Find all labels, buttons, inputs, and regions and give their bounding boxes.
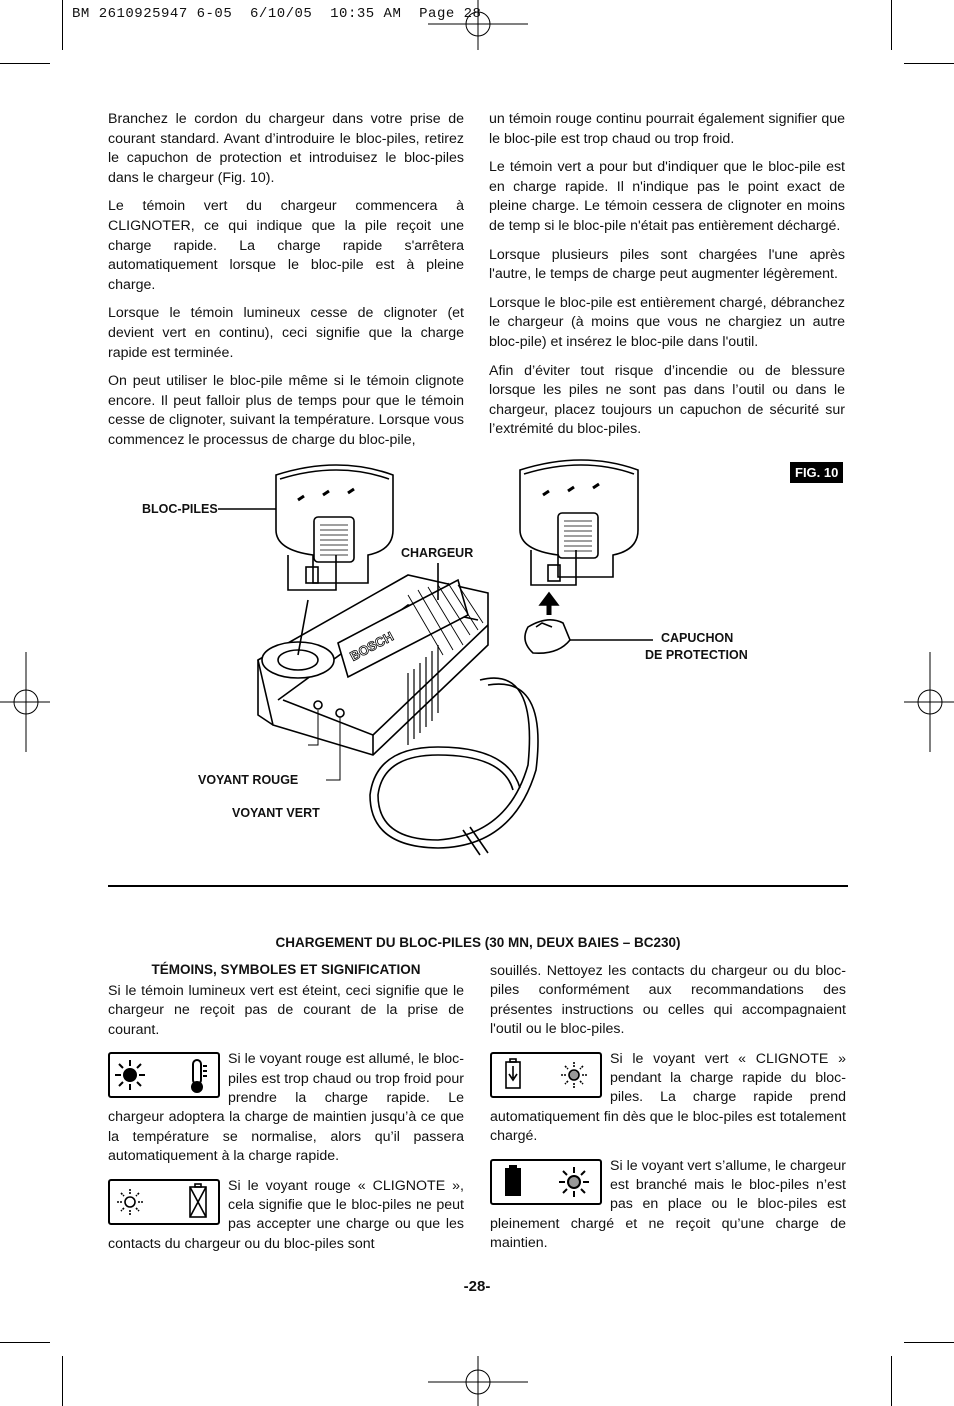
label-bloc-piles: BLOC-PILES — [142, 502, 218, 516]
crop-mark — [62, 0, 63, 50]
crop-mark — [904, 63, 954, 64]
blinking-sun-battery-x-icon — [108, 1179, 220, 1225]
crop-mark — [62, 1356, 63, 1406]
subsection-title: TÉMOINS, SYMBOLES ET SIGNIFICATION — [151, 962, 421, 977]
section-divider — [108, 885, 848, 887]
label-voyant-vert: VOYANT VERT — [232, 806, 320, 820]
crop-mark — [0, 63, 50, 64]
paragraph: On peut utiliser le bloc-pile même si le témoin clignote encore. Il peut falloir plus de temps pour que le témoin cesse de clignoter, suivant la température. Lorsque vous commencez le processus de charge du bloc-pile, — [108, 373, 464, 448]
paragraph: un témoin rouge continu pourrait également signifier que le bloc-pile est trop chaud ou trop froid. — [489, 111, 845, 147]
label-chargeur: CHARGEUR — [401, 546, 474, 560]
battery-full-sun-icon — [490, 1159, 602, 1205]
indicator-entry: Si le voyant rouge « CLIGNOTE », cela signifie que le bloc-piles ne peut pas accepter une charge ou que les contacts du chargeur ou du bloc-piles sont — [108, 1177, 464, 1252]
label-capuchon: CAPUCHON — [661, 631, 734, 645]
paragraph: Branchez le cordon du chargeur dans votre prise de courant standard. Avant d’introduire le bloc-piles, retirez le capuchon de protection et introduisez le bloc-piles dans le chargeur (Fig. 10). — [108, 111, 464, 186]
crop-mark — [891, 0, 892, 50]
indicator-column-right — [490, 962, 846, 1262]
sun-thermometer-icon — [108, 1052, 220, 1098]
registration-mark — [904, 652, 954, 752]
text-column-left — [108, 110, 464, 460]
paragraph: Lorsque plusieurs piles sont chargées l'une après l'autre, le temps de charge peut augmenter légèrement. — [489, 246, 845, 283]
crop-mark — [891, 1356, 892, 1406]
crop-mark — [0, 1342, 50, 1343]
indicator-entry: Si le voyant rouge est allumé, le bloc-piles est trop chaud ou trop froid pour prendre la charge rapide. Le chargeur adoptera la charge de maintien jusqu’à ce que la température se normalise, alors qu’il passera automatiquement à la charge rapide. — [108, 1051, 464, 1165]
paragraph: Lorsque le témoin lumineux cesse de clignoter (et devient vert en continu), ceci signifie que la charge rapide est terminée. — [108, 305, 464, 361]
battery-pack-right — [520, 460, 638, 585]
text-column-right — [489, 110, 845, 449]
paragraph: Le témoin vert du chargeur commencera à CLIGNOTER, ce qui indique que la pile reçoit une charge rapide. La charge rapide s'arrêtera automatiquement lorsque le bloc-pile est à pleine charge. — [108, 198, 464, 293]
paragraph: Si le témoin lumineux vert est éteint, ceci signifie que le chargeur ne reçoit pas de courant de la prise de courant. — [108, 983, 464, 1038]
figure-tag: FIG. 10 — [790, 462, 843, 483]
registration-mark — [428, 1356, 528, 1406]
label-voyant-rouge: VOYANT ROUGE — [198, 773, 299, 787]
paragraph: souillés. Nettoyez les contacts du chargeur ou du bloc-piles conformément aux recommandations des présentes instructions ou celles qui accompagnaient l'outil ou le bloc-piles. — [490, 963, 846, 1038]
registration-mark — [0, 652, 50, 752]
crop-mark — [904, 1342, 954, 1343]
indicator-entry: Si le voyant vert « CLIGNOTE » pendant la charge rapide du bloc-piles. La charge rapide prend automatiquement fin dès que le bloc-piles est totalement chargé. — [490, 1050, 846, 1145]
page-number: -28- — [463, 1278, 491, 1295]
paragraph: Afin d’éviter tout risque d’incendie ou de blessure lorsque les piles ne sont pas dans l’outil ou dans le chargeur, placez toujours un capuchon de sécurité sur l’extrémité du bloc-piles. — [489, 362, 845, 438]
label-de-protection: DE PROTECTION — [645, 648, 748, 662]
battery-pack-left — [276, 465, 393, 590]
charger-illustration — [108, 455, 848, 875]
section-title: CHARGEMENT DU BLOC-PILES (30 MN, DEUX BAIES – BC230) — [275, 935, 681, 950]
indicator-entry: Si le voyant vert s’allume, le chargeur est branché mais le bloc-piles n’est pas en place ou le bloc-piles est pleinement chargé et ne reçoit qu’une charge de maintien. — [490, 1157, 846, 1252]
battery-charging-blink-icon — [490, 1052, 602, 1098]
brand-logo: BOSCH — [347, 628, 396, 664]
paragraph: Le témoin vert a pour but d'indiquer que le bloc-pile est en charge rapide. Il n'indique pas le point exact de pleine charge. Le témoin cessera de clignoter en moins de temp si le bloc-pile n'était pas entièrement déchargé. — [489, 159, 845, 234]
print-header: BM 2610925947 6-05 6/10/05 10:35 AM Page 28 — [72, 6, 482, 22]
paragraph: Lorsque le bloc-pile est entièrement chargé, débranchez le chargeur (à moins que vous ne chargiez un autre bloc-pile) et insérez le bloc-pile dans l'outil. — [489, 294, 845, 350]
indicator-column-left — [108, 982, 464, 1262]
